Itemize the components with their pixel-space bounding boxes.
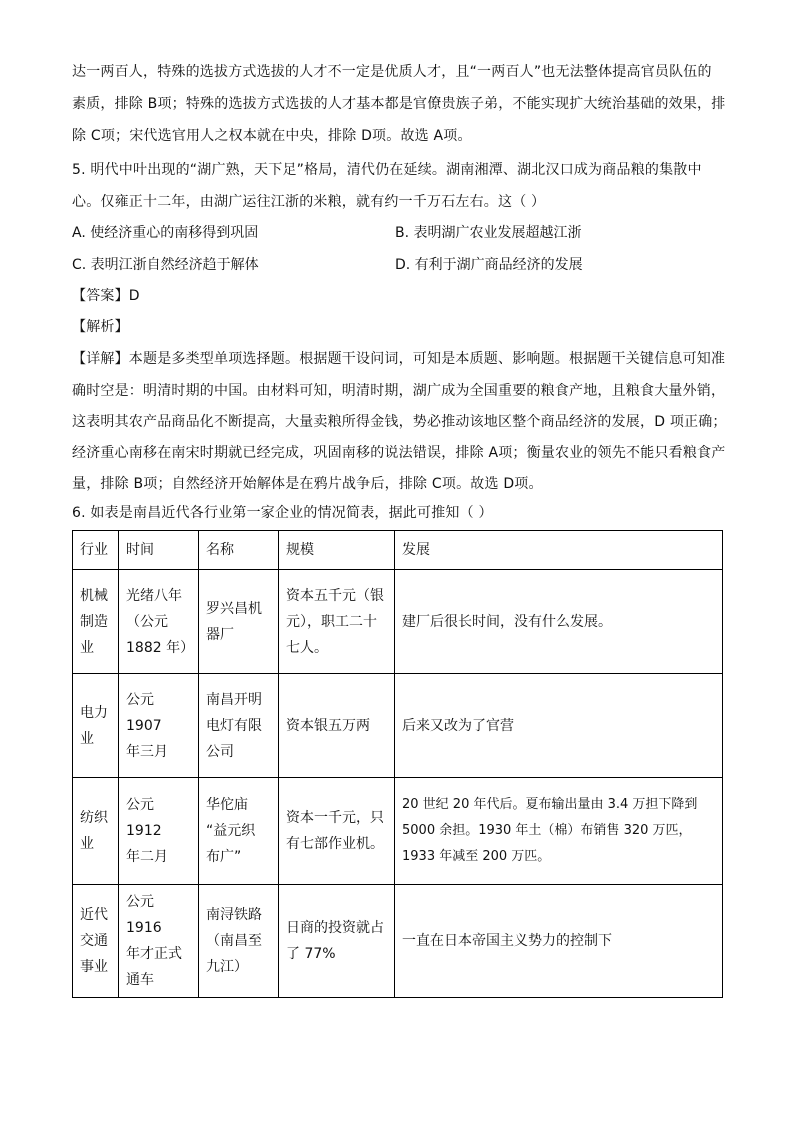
cell-line: 资本五千元（银 xyxy=(286,587,384,604)
cell-line: “益元织 xyxy=(206,823,256,839)
development-cell xyxy=(395,885,723,998)
industry-cell xyxy=(73,778,119,885)
cell-line: 资本银五万两 xyxy=(286,717,370,734)
q5-answer: 【答案】D xyxy=(72,288,140,304)
q5-detail-line: 经济重心南移在南宋时期就已经完成，巩固南移的说法错误，排除 A项；衡量农业的领先不能只看粮食产 xyxy=(72,445,726,461)
cell-line: 公元 1916 xyxy=(126,894,162,936)
cell-line: （南昌至 xyxy=(206,933,262,949)
cell-line: （公元 xyxy=(126,613,168,630)
cell-line: 南浔铁路 xyxy=(206,907,262,923)
cell-line: 九江） xyxy=(206,959,248,975)
table-header-cell: 时间 xyxy=(119,531,199,570)
name-cell xyxy=(199,885,279,998)
q5-option-b: B. 表明湖广农业发展超越江浙 xyxy=(395,225,582,241)
intro-line: 除 C项；宋代选官用人之权本就在中央，排除 D项。故选 A项。 xyxy=(72,128,472,144)
table-row xyxy=(73,570,723,674)
cell-line: 建厂后很长时间，没有什么发展。 xyxy=(402,613,612,630)
cell-line: 事业 xyxy=(80,959,108,975)
name-cell xyxy=(199,778,279,885)
cell-line: 1882 年） xyxy=(126,639,195,656)
industry-cell xyxy=(73,885,119,998)
cell-line: 光绪八年 xyxy=(126,587,182,604)
cell-line: 华佗庙 xyxy=(206,797,248,813)
cell-line: 业 xyxy=(80,836,94,852)
cell-line: 纺织 xyxy=(80,810,108,826)
scale-cell xyxy=(279,885,395,998)
q5-analysis-label: 【解析】 xyxy=(72,319,129,335)
cell-line: 布广” xyxy=(206,849,242,865)
cell-line: 日商的投资就占 xyxy=(286,920,384,936)
table-row xyxy=(73,778,723,885)
name-cell xyxy=(199,570,279,674)
q5-detail-line: 【详解】本题是多类型单项选择题。根据题干设问词，可知是本质题、影响题。根据题干关键信息可知准 xyxy=(72,351,726,367)
intro-line: 达一两百人，特殊的选拔方式选拔的人才不一定是优质人才，且“一两百人”也无法整体提高官员队伍的 xyxy=(72,64,712,80)
intro-line: 素质，排除 B项；特殊的选拔方式选拔的人才基本都是官僚贵族子弟，不能实现扩大统治基础的效果，排 xyxy=(72,96,726,112)
scale-cell xyxy=(279,674,395,778)
name-cell xyxy=(199,674,279,778)
cell-line: 器厂 xyxy=(206,626,234,643)
q6-table xyxy=(72,530,723,998)
scale-cell xyxy=(279,570,395,674)
table-row xyxy=(73,885,723,998)
cell-line: 了 77% xyxy=(286,946,336,962)
cell-line: 元），职工二十 xyxy=(286,613,377,630)
cell-line: 后来又改为了官营 xyxy=(402,717,514,734)
cell-line: 公元 1907 xyxy=(126,691,162,734)
q5-detail-line: 这表明其农产品商品化不断提高，大量卖粮所得金钱，势必推动该地区整个商品经济的发展，D 项正确； xyxy=(72,414,727,430)
table-header-cell: 规模 xyxy=(279,531,395,570)
q5-detail-line: 确时空是：明清时期的中国。由材料可知，明清时期，湖广成为全国重要的粮食产地，且粮食大量外销， xyxy=(72,383,726,399)
cell-line: 制造 xyxy=(80,613,108,630)
cell-line: 公元 1912 xyxy=(126,797,162,839)
cell-line: 通车 xyxy=(126,972,154,988)
time-cell xyxy=(119,885,199,998)
time-cell xyxy=(119,674,199,778)
cell-line: 电灯有限 xyxy=(206,717,262,734)
cell-line: 罗兴昌机 xyxy=(206,600,262,617)
cell-line: 20 世纪 20 年代后。夏布输出量由 3.4 万担下降到 xyxy=(402,797,698,812)
q5-stem-line: 5. 明代中叶出现的“湖广熟，天下足”格局，清代仍在延续。湖南湘潭、湖北汉口成为商品粮的集散中 xyxy=(72,162,702,178)
q5-detail-line: 量，排除 B项；自然经济开始解体是在鸦片战争后，排除 C项。故选 D项。 xyxy=(72,476,543,492)
cell-line: 业 xyxy=(80,730,94,747)
cell-line: 5000 余担。1930 年土（棉）布销售 320 万匹， xyxy=(402,823,692,838)
q5-option-a: A. 使经济重心的南移得到巩固 xyxy=(72,225,259,241)
table-header-cell: 发展 xyxy=(395,531,723,570)
q5-option-d: D. 有利于湖广商品经济的发展 xyxy=(395,257,583,273)
cell-line: 近代 xyxy=(80,907,108,923)
industry-cell xyxy=(73,570,119,674)
cell-line: 有七部作业机。 xyxy=(286,836,384,852)
cell-line: 年才正式 xyxy=(126,946,182,962)
cell-line: 南昌开明 xyxy=(206,691,262,708)
cell-line: 电力 xyxy=(80,704,108,721)
table-row xyxy=(73,674,723,778)
cell-line: 资本一千元，只 xyxy=(286,810,384,826)
cell-line: 公司 xyxy=(206,743,234,760)
development-cell xyxy=(395,674,723,778)
cell-line: 年二月 xyxy=(126,849,168,865)
table-header-row xyxy=(73,531,723,570)
cell-line: 年三月 xyxy=(126,743,168,760)
cell-line: 七人。 xyxy=(286,639,328,656)
development-cell xyxy=(395,778,723,885)
cell-line: 一直在日本帝国主义势力的控制下 xyxy=(402,933,612,949)
development-cell xyxy=(395,570,723,674)
time-cell xyxy=(119,570,199,674)
q5-option-c: C. 表明江浙自然经济趋于解体 xyxy=(72,257,259,273)
q6-stem: 6. 如表是南昌近代各行业第一家企业的情况简表，据此可推知（ ） xyxy=(72,505,493,521)
cell-line: 1933 年减至 200 万匹。 xyxy=(402,849,551,864)
industry-cell xyxy=(73,674,119,778)
cell-line: 业 xyxy=(80,639,94,656)
cell-line: 交通 xyxy=(80,933,108,949)
q5-stem-line: 心。仅雍正十二年，由湖广运往江浙的米粮，就有约一千万石左右。这（ ） xyxy=(72,194,546,210)
scale-cell xyxy=(279,778,395,885)
time-cell xyxy=(119,778,199,885)
cell-line: 机械 xyxy=(80,587,108,604)
table-header-cell: 行业 xyxy=(73,531,119,570)
table-header-cell: 名称 xyxy=(199,531,279,570)
